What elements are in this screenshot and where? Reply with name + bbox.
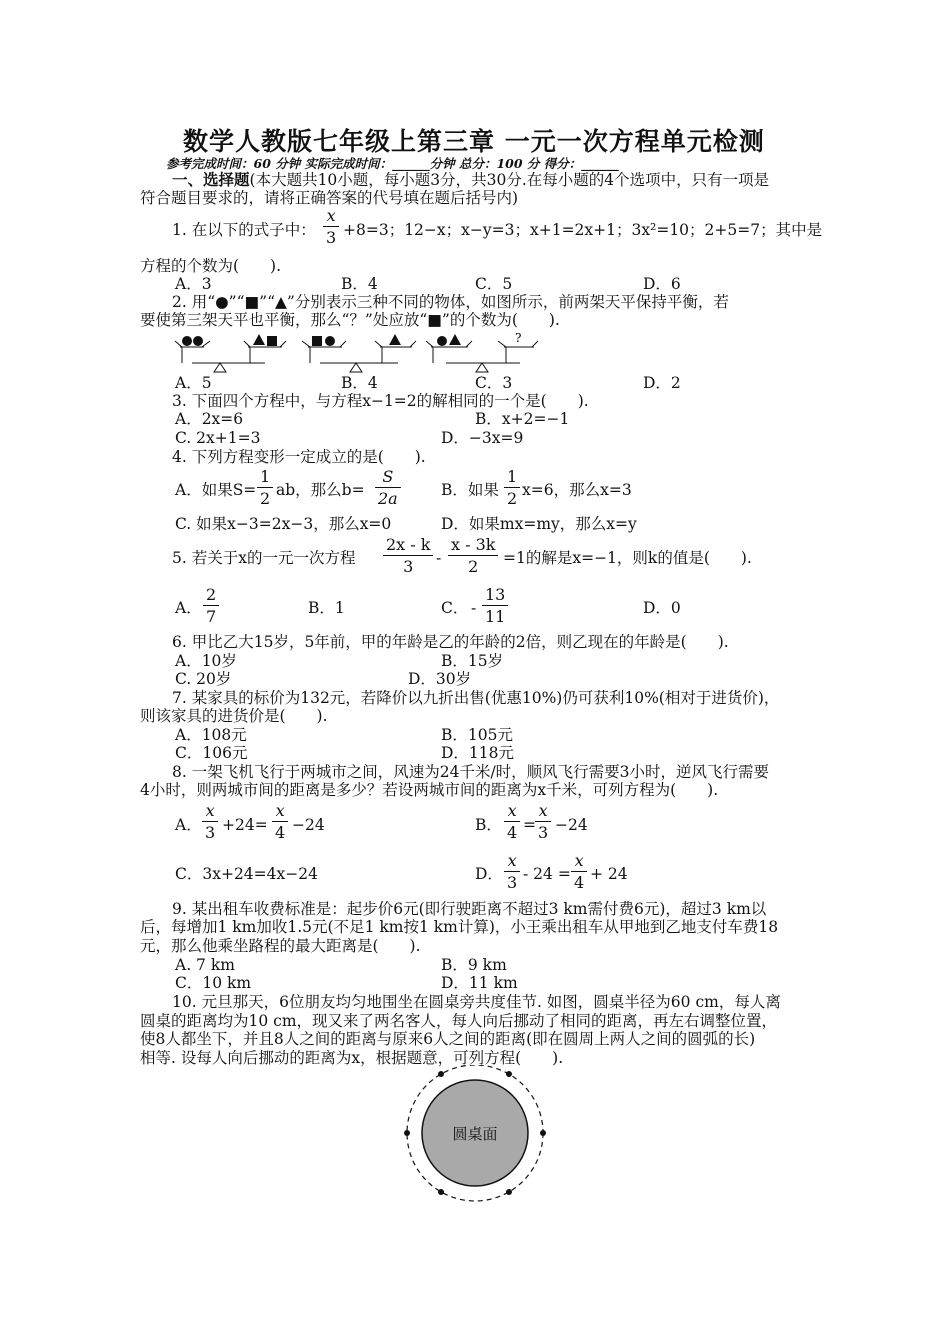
q8-a-fraction-2	[272, 803, 288, 841]
q8-option-a-end: −24	[292, 816, 325, 834]
q8-x: x	[275, 801, 285, 820]
q8-option-c: C．3x+24=4x−24	[175, 865, 318, 883]
q3-option-c: C. 2x+1=3	[175, 429, 261, 447]
q9-option-c: C．10 km	[175, 974, 252, 992]
balance-scale-2	[302, 334, 416, 372]
q7-line2: 则该家具的进货价是( ).	[140, 707, 328, 725]
q8-den: 4	[574, 873, 585, 892]
q9-option-d: D．11 km	[441, 974, 518, 992]
q8-a-fraction-1	[202, 803, 218, 841]
q10-line1: 10. 元旦那天，6位朋友均匀地围坐在圆桌旁共度佳节. 如图，圆桌半径为60 cm，每人离	[172, 993, 781, 1011]
q9-line3: 元，那么他乘坐路程的最大距离是( ).	[140, 937, 421, 955]
table-label: 圆桌面	[452, 1125, 498, 1143]
balance-scale-1	[175, 334, 286, 372]
q7-line1: 7. 某家具的标价为132元，若降价以九折出售(优惠10%)仍可获利10%(相对于进货价)，	[172, 689, 780, 707]
triangle-icon	[449, 334, 461, 345]
q8-x: x	[205, 801, 215, 820]
seat-dot	[404, 1130, 410, 1136]
seat-dot	[438, 1071, 444, 1077]
q2-option-c: C．3	[475, 374, 513, 392]
q5-a-den: 7	[206, 607, 217, 626]
section-header	[172, 171, 769, 189]
circle-icon	[193, 336, 203, 346]
q5-prefix: 5. 若关于x的一元一次方程	[172, 549, 356, 567]
q1-line2: 方程的个数为( ).	[140, 257, 282, 275]
q5-option-a-fraction	[203, 587, 219, 625]
q9-option-a: A. 7 km	[175, 956, 235, 974]
section-description-line2: 符合题目要求的，请将正确答案的代号填在题后括号内)	[140, 189, 519, 207]
q8-den: 4	[275, 823, 286, 842]
q2-line2: 要使第三架天平也平衡，那么“？”处应放“■”的个数为( ).	[140, 311, 560, 329]
q5-option-c-fraction	[482, 587, 508, 625]
q4-a-fraction-1	[257, 469, 273, 507]
q6-option-c: C. 20岁	[175, 670, 232, 688]
q5-option-b: B．1	[308, 599, 345, 617]
q10-line3: 使8人都坐下，并且8人之间的距离与原来6人之间的距离(即在圆周上两人之间的圆弧的长)	[140, 1030, 756, 1048]
q3-option-b: B．x+2=−1	[475, 410, 570, 428]
balance-scales-figure	[170, 327, 550, 373]
q1-frac-den: 3	[326, 228, 337, 247]
q5-option-c-label: C．	[441, 599, 469, 617]
q4-option-d: D．如果mx=my，那么x=y	[441, 515, 637, 533]
seat-dot	[540, 1130, 546, 1136]
q1-option-a: A．3	[175, 275, 212, 293]
q4-b-f-num: 1	[504, 469, 520, 488]
q7-option-d: D．118元	[441, 744, 515, 762]
q5-option-a-label: A．	[175, 599, 202, 617]
square-icon	[312, 336, 322, 346]
q2-option-d: D．2	[643, 374, 681, 392]
q6-option-d: D．30岁	[408, 670, 472, 688]
q1-rest: +8=3；12−x；x−y=3；x+1=2x+1；3x²=10；2+5=7；其中是	[343, 221, 823, 239]
exam-meta: 参考完成时间：60 分钟 实际完成时间：______分钟 总分：100 分 得分：______	[166, 156, 619, 171]
q2-option-a: A．5	[175, 374, 212, 392]
triangle-icon	[389, 334, 401, 345]
q5-option-c-minus: -	[471, 599, 477, 617]
question-mark: ?	[515, 331, 522, 345]
q7-option-a: A．108元	[175, 726, 247, 744]
q8-line2: 4小时，则两城市间的距离是多少？若设两城市间的距离为x千米，可列方程为( ).	[140, 781, 719, 799]
q8-den: 3	[205, 823, 216, 842]
q6-stem: 6. 甲比乙大15岁，5年前，甲的年龄是乙的年龄的2倍，则乙现在的年龄是( ).	[172, 633, 729, 651]
q4-a-fraction-2	[375, 469, 401, 507]
q5-f1-num: 2x - k	[383, 537, 433, 556]
q5-fraction-1	[383, 537, 433, 575]
q8-b-fraction-1	[504, 803, 520, 841]
q9-line2: 后，每增加1 km加收1.5元(不足1 km按1 km计算)，小王乘出租车从甲地到乙地支付车费18	[140, 918, 779, 936]
q4-option-b-text1: B．如果	[441, 481, 499, 499]
balance-scale-3	[426, 331, 538, 372]
q1-option-c: C．5	[475, 275, 513, 293]
q4-option-c: C. 如果x−3=2x−3，那么x=0	[175, 515, 392, 533]
q8-option-d-label: D．	[475, 865, 503, 883]
q2-line1: 2. 用“●”“■”“▲”分别表示三种不同的物体，如图所示，前两架天平保持平衡，若	[172, 293, 729, 311]
q8-x: x	[507, 851, 517, 870]
q10-line4: 相等. 设每人向后挪动的距离为x，根据题意，可列方程( ).	[140, 1049, 564, 1067]
q5-option-d: D．0	[643, 599, 681, 617]
q8-option-b-mid: =	[523, 816, 536, 834]
circle-icon	[182, 336, 192, 346]
q4-a-f1-num: 1	[257, 469, 273, 488]
q4-option-a-text2: ab，那么b=	[276, 481, 365, 499]
q8-b-fraction-2	[535, 803, 551, 841]
q3-option-a: A．2x=6	[175, 410, 244, 428]
q9-option-b: B．9 km	[441, 956, 507, 974]
q2-option-b: B．4	[341, 374, 378, 392]
q10-line2: 圆桌的距离均为10 cm，现又来了两名客人，每人向后挪动了相同的距离，再左右调整位置，	[140, 1012, 778, 1030]
q4-a-f2-num: S	[382, 467, 394, 486]
q5-a-num: 2	[203, 587, 219, 606]
round-table-figure	[400, 1065, 550, 1205]
q8-x: x	[538, 801, 548, 820]
q8-x: x	[507, 801, 517, 820]
q1-prefix: 1. 在以下的式子中：	[172, 221, 316, 239]
q5-fraction-2	[448, 537, 498, 575]
q8-option-a-label: A．	[175, 816, 202, 834]
q4-b-f-den: 2	[507, 489, 518, 508]
q4-stem: 4. 下列方程变形一定成立的是( ).	[172, 448, 426, 466]
q8-x: x	[574, 851, 584, 870]
q5-f1-den: 3	[403, 557, 414, 576]
section-description: (本大题共10小题，每小题3分，共30分.在每小题的4个选项中，只有一项是	[249, 171, 770, 189]
q8-d-fraction-2	[571, 853, 587, 891]
q7-option-b: B．105元	[441, 726, 513, 744]
q8-option-d-mid: - 24 =	[523, 865, 571, 883]
square-icon	[267, 336, 277, 346]
q4-a-f2-den: 2a	[378, 489, 398, 508]
q8-den: 3	[538, 823, 549, 842]
circle-icon	[325, 336, 335, 346]
q3-stem: 3. 下面四个方程中，与方程x−1=2的解相同的一个是( ).	[172, 392, 589, 410]
q5-f2-num: x - 3k	[448, 537, 498, 556]
q8-option-b-end: −24	[555, 816, 588, 834]
q6-option-b: B．15岁	[441, 652, 504, 670]
q5-minus: -	[436, 549, 442, 567]
q1-fraction	[323, 208, 339, 246]
q1-frac-num: x	[326, 206, 336, 225]
q8-den: 3	[507, 873, 518, 892]
q4-b-fraction	[504, 469, 520, 507]
page-title: 数学人教版七年级上第三章 一元一次方程单元检测	[183, 127, 765, 156]
q6-option-a: A．10岁	[175, 652, 237, 670]
q1-option-d: D．6	[643, 275, 681, 293]
q5-c-num: 13	[482, 587, 508, 606]
q8-d-fraction-1	[504, 853, 520, 891]
q8-option-d-end: + 24	[590, 865, 628, 883]
circle-icon	[437, 336, 447, 346]
q8-line1: 8. 一架飞机飞行于两城市之间，风速为24千米/时，顺风飞行需要3小时，逆风飞行需要	[172, 763, 770, 781]
q8-option-a-mid: +24=	[222, 816, 268, 834]
seat-dot	[506, 1071, 512, 1077]
q5-c-den: 11	[485, 607, 506, 626]
q5-f2-den: 2	[468, 557, 479, 576]
q1-option-b: B．4	[341, 275, 378, 293]
q1-stem	[172, 221, 316, 239]
q9-line1: 9. 某出租车收费标准是：起步价6元(即行驶距离不超过3 km需付费6元)，超过3 km以	[172, 900, 767, 918]
q5-suffix: =1的解是x=−1，则k的值是( ).	[503, 549, 752, 567]
seat-dot	[438, 1189, 444, 1195]
q8-option-b-label: B．	[475, 816, 502, 834]
q4-option-b-text2: x=6，那么x=3	[522, 481, 632, 499]
q3-option-d: D．−3x=9	[441, 429, 524, 447]
seat-dot	[506, 1189, 512, 1195]
q7-option-c: C．106元	[175, 744, 248, 762]
triangle-icon	[253, 334, 265, 345]
section-heading: 一、选择题	[172, 170, 250, 189]
q8-den: 4	[507, 823, 518, 842]
q4-option-a-text1: A．如果S=	[175, 481, 257, 499]
q4-a-f1-den: 2	[260, 489, 271, 508]
